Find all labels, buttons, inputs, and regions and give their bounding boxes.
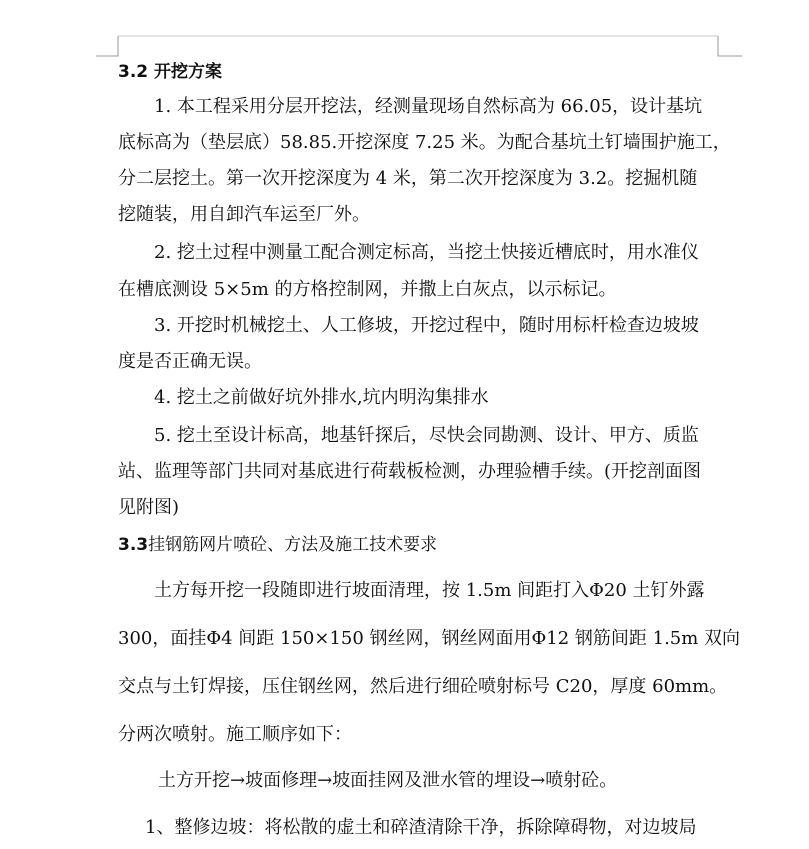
- paragraph-line: 3. 开挖时机械挖土、人工修坡，开挖过程中，随时用标杆检查边坡坡: [154, 315, 699, 336]
- paragraph-line: 挖随装，用自卸汽车运至厂外。: [118, 204, 370, 225]
- section-3-3-heading: [118, 535, 437, 555]
- section-3-3-title: 挂钢筋网片喷砼、方法及施工技术要求: [148, 535, 438, 555]
- paragraph-line: 土方每开挖一段随即进行坡面清理，按 1.5m 间距打入Φ20 土钉外露: [154, 580, 705, 601]
- paragraph-line: 交点与土钉焊接，压住钢丝网，然后进行细砼喷射标号 C20，厚度 60mm。: [118, 676, 728, 697]
- paragraph-line: 2. 挖土过程中测量工配合测定标高，当挖土快接近槽底时，用水准仪: [154, 242, 699, 263]
- paragraph-line: 站、监理等部门共同对基底进行荷载板检测，办理验槽手续。(开挖剖面图: [118, 461, 702, 482]
- paragraph-line: 土方开挖→坡面修理→坡面挂网及泄水管的埋设→喷射砼。: [158, 770, 618, 791]
- paragraph-line: 度是否正确无误。: [118, 351, 262, 372]
- paragraph-line: 4. 挖土之前做好坑外排水,坑内明沟集排水: [154, 387, 489, 408]
- section-3-3-number: 3.3: [118, 535, 149, 555]
- paragraph-line: 300，面挂Φ4 间距 150×150 钢丝网，钢丝网面用Φ12 钢筋间距 1.5m 双向: [118, 628, 741, 649]
- paragraph-line: 分二层挖土。第一次开挖深度为 4 米，第二次开挖深度为 3.2。挖掘机随: [118, 168, 698, 189]
- paragraph-line: 1. 本工程采用分层开挖法，经测量现场自然标高为 66.05，设计基坑: [154, 96, 703, 117]
- paragraph-line: 底标高为（垫层底）58.85.开挖深度 7.25 米。为配合基坑土钉墙围护施工，: [118, 132, 731, 153]
- paragraph-line: 1、整修边坡：将松散的虚土和碎渣清除干净，拆除障碍物，对边坡局: [145, 817, 697, 838]
- section-3-2-heading: 3.2 开挖方案: [118, 62, 223, 82]
- paragraph-line: 5. 挖土至设计标高，地基钎探后，尽快会同勘测、设计、甲方、质监: [154, 425, 699, 446]
- paragraph-line: 在槽底测设 5×5m 的方格控制网，并撒上白灰点，以示标记。: [118, 279, 617, 300]
- paragraph-line: 分两次喷射。施工顺序如下：: [118, 724, 352, 745]
- paragraph-line: 见附图): [118, 497, 180, 518]
